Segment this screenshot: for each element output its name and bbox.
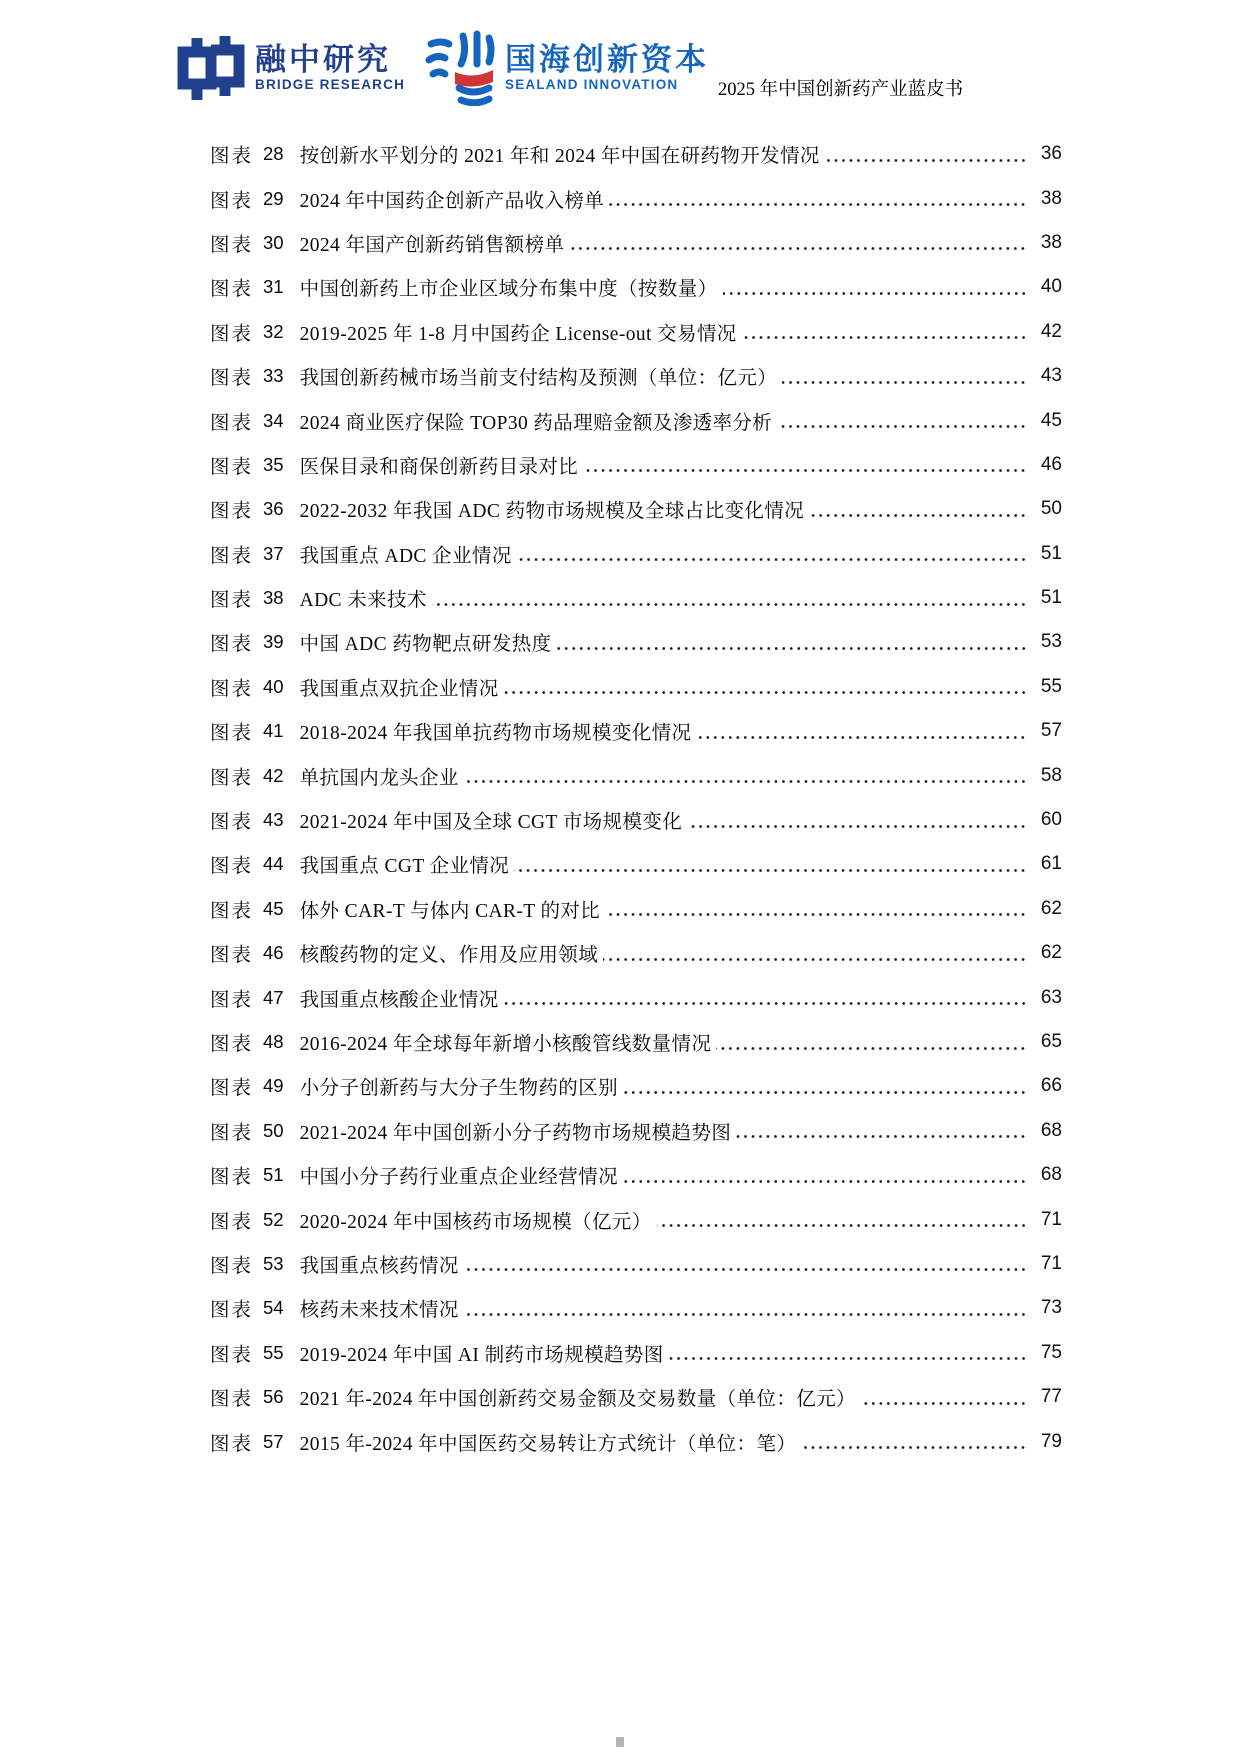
toc-entry-number: 42 [263, 764, 284, 786]
toc-entry-number: 52 [263, 1208, 284, 1230]
toc-entry[interactable] [210, 532, 1062, 576]
toc-entry[interactable] [210, 443, 1062, 487]
toc-entry-title: 中国创新药上市企业区域分布集中度（按数量） [299, 279, 718, 301]
toc-entry-title: 2021-2024 年中国创新小分子药物市场规模趋势图 [299, 1122, 732, 1144]
toc-entry-number: 54 [263, 1297, 284, 1319]
toc-entry-number: 34 [263, 409, 284, 431]
dot-leader [623, 1179, 1027, 1184]
toc-entry[interactable] [210, 176, 1062, 220]
toc-entry[interactable] [210, 931, 1062, 975]
dot-leader [605, 912, 1027, 917]
toc-entry-number: 55 [263, 1341, 284, 1363]
toc-entry-title: 我国重点双抗企业情况 [299, 678, 499, 700]
toc-entry-prefix: 图表 [210, 678, 254, 700]
toc-page-number: 58 [1040, 764, 1062, 786]
toc-page-number: 40 [1040, 276, 1062, 298]
bridge-research-logo-en: BRIDGE RESEARCH [255, 76, 406, 92]
page-footer-marker [616, 1737, 624, 1747]
toc-entry-number: 43 [263, 809, 284, 831]
toc-entry[interactable] [210, 620, 1062, 664]
toc-entry-title: 我国创新药械市场当前支付结构及预测（单位：亿元） [299, 368, 778, 390]
toc-entry-title: 体外 CAR-T 与体内 CAR-T 的对比 [299, 900, 601, 922]
dot-leader [517, 557, 1027, 562]
toc-entry[interactable] [210, 1419, 1062, 1463]
bridge-research-logo-icon [175, 32, 247, 104]
toc-page-number: 65 [1040, 1031, 1062, 1052]
toc-entry-number: 35 [263, 453, 284, 475]
toc-entry-prefix: 图表 [210, 456, 254, 478]
dot-leader [623, 1090, 1027, 1095]
dot-leader [583, 468, 1027, 473]
toc-entry[interactable] [210, 310, 1062, 354]
toc-entry-number: 51 [263, 1164, 284, 1186]
toc-entry[interactable] [210, 487, 1062, 531]
toc-entry[interactable] [210, 1375, 1062, 1419]
toc-entry-number: 56 [263, 1386, 284, 1408]
toc-entry-prefix: 图表 [210, 1389, 254, 1411]
toc-entry[interactable] [210, 1331, 1062, 1375]
toc-entry-title: 2021-2024 年中国及全球 CGT 市场规模变化 [299, 812, 683, 834]
toc-page-number: 61 [1040, 853, 1062, 875]
sealand-innovation-logo-cn: 国海创新资本 [505, 41, 709, 77]
toc-entry[interactable] [210, 709, 1062, 753]
toc-page-number: 77 [1040, 1386, 1062, 1408]
toc-entry-number: 41 [263, 720, 284, 742]
toc-entry-title: 按创新水平划分的 2021 年和 2024 年中国在研药物开发情况 [299, 146, 820, 168]
toc-entry-title: 2018-2024 年我国单抗药物市场规模变化情况 [299, 723, 692, 745]
toc-entry-title: 中国 ADC 药物靶点研发热度 [299, 634, 552, 656]
dot-leader [687, 824, 1027, 829]
toc-page-number: 57 [1040, 720, 1062, 742]
dot-leader [464, 1267, 1027, 1272]
toc-entry-title: 2015 年-2024 年中国医药交易转让方式统计（单位：笔） [299, 1433, 797, 1455]
toc-page-number: 42 [1040, 320, 1062, 342]
toc-entry-number: 44 [263, 853, 284, 875]
toc-page-number: 62 [1040, 897, 1062, 919]
toc-entry-prefix: 图表 [210, 190, 254, 212]
dot-leader [777, 424, 1027, 429]
dot-leader [464, 1312, 1027, 1317]
dot-leader [861, 1401, 1027, 1406]
toc-page-number: 38 [1040, 231, 1062, 253]
sealand-innovation-logo [423, 30, 709, 106]
toc-entry-title: 2016-2024 年全球每年新增小核酸管线数量情况 [299, 1034, 712, 1055]
dot-leader [669, 1356, 1027, 1361]
toc-entry-prefix: 图表 [210, 323, 254, 345]
toc-entry-prefix: 图表 [210, 634, 254, 656]
toc-entry-title: 2020-2024 年中国核药市场规模（亿元） [299, 1211, 652, 1233]
sealand-innovation-logo-icon [423, 30, 497, 106]
dot-leader [603, 957, 1027, 962]
toc-entry-title: 2019-2024 年中国 AI 制药市场规模趋势图 [299, 1344, 664, 1366]
toc-entry-prefix: 图表 [210, 812, 254, 834]
toc-entry-title: 医保目录和商保创新药目录对比 [299, 456, 579, 478]
toc-entry-number: 32 [263, 320, 284, 342]
toc-entry-number: 33 [263, 365, 284, 387]
toc-entry-number: 46 [263, 942, 284, 964]
toc-entry-title: 2024 商业医疗保险 TOP30 药品理赔金额及渗透率分析 [299, 412, 773, 434]
toc-entry-title: 2019-2025 年 1-8 月中国药企 License-out 交易情况 [299, 323, 737, 345]
toc-entry-title: 核酸药物的定义、作用及应用领域 [299, 945, 599, 967]
toc-page-number: 55 [1040, 675, 1062, 697]
dot-leader [504, 690, 1027, 695]
toc-entry-number: 30 [263, 231, 284, 253]
toc-entry[interactable] [210, 398, 1062, 442]
toc-entry-prefix: 图表 [210, 368, 254, 390]
dot-leader [782, 380, 1027, 385]
dot-leader [825, 158, 1027, 163]
toc-entry[interactable] [210, 1286, 1062, 1330]
page-header [175, 30, 1075, 108]
toc-entry-title: 我国重点 CGT 企业情况 [299, 856, 510, 878]
toc-page-number: 45 [1040, 409, 1062, 431]
toc-entry-prefix: 图表 [210, 767, 254, 789]
toc-entry-prefix: 图表 [210, 146, 254, 168]
dot-leader [432, 602, 1027, 607]
dot-leader [657, 1223, 1027, 1228]
toc-entry-prefix: 图表 [210, 1167, 254, 1189]
toc-entry[interactable] [210, 798, 1062, 842]
toc-entry[interactable] [210, 576, 1062, 620]
toc-entry[interactable] [210, 665, 1062, 709]
toc-entry-number: 37 [263, 542, 284, 564]
toc-entry-title: 2024 年中国药企创新产品收入榜单 [299, 190, 605, 212]
toc-entry[interactable] [210, 265, 1062, 309]
bridge-research-logo-cn: 融中研究 [255, 41, 391, 77]
toc-entry-number: 53 [263, 1252, 284, 1274]
toc-entry[interactable] [210, 975, 1062, 1019]
toc-entry-number: 39 [263, 631, 284, 653]
dot-leader [504, 1001, 1027, 1006]
dot-leader [736, 1134, 1027, 1139]
toc-entry[interactable] [210, 221, 1062, 265]
toc-entry-number: 50 [263, 1119, 284, 1141]
toc-page-number: 79 [1040, 1430, 1062, 1452]
toc-entry[interactable] [210, 354, 1062, 398]
toc-entry[interactable] [210, 1153, 1062, 1197]
toc-entry-number: 28 [263, 143, 284, 165]
toc-entry-number: 29 [263, 187, 284, 209]
toc-entry-title: 我国重点核药情况 [299, 1255, 459, 1277]
dot-leader [809, 513, 1027, 518]
toc-entry-prefix: 图表 [210, 856, 254, 878]
toc-entry[interactable] [210, 132, 1062, 176]
toc-entry[interactable] [210, 887, 1062, 931]
toc-entry-prefix: 图表 [210, 1255, 254, 1277]
toc-page-number: 63 [1040, 986, 1062, 1008]
dot-leader [609, 202, 1027, 207]
toc-page-number: 71 [1040, 1208, 1062, 1230]
toc-entry-prefix: 图表 [210, 1300, 254, 1322]
toc-entry-title: 单抗国内龙头企业 [299, 767, 459, 789]
toc-page-number: 51 [1040, 542, 1062, 564]
dot-leader [716, 1046, 1027, 1051]
dot-leader [557, 646, 1027, 651]
toc-entry-number: 38 [263, 587, 284, 609]
toc-entry-prefix: 图表 [210, 545, 254, 567]
document-title: 2025 年中国创新药产业蓝皮书 [718, 80, 964, 100]
dot-leader [514, 868, 1027, 873]
toc-entry-prefix: 图表 [210, 1122, 254, 1144]
toc-entry[interactable] [210, 1197, 1062, 1241]
toc-entry-title: 2024 年国产创新药销售额榜单 [299, 234, 565, 256]
toc-entry-title: 2021 年-2024 年中国创新药交易金额及交易数量（单位：亿元） [299, 1389, 856, 1411]
toc-entry-title: ADC 未来技术 [299, 590, 427, 612]
toc-entry-number: 40 [263, 675, 284, 697]
toc-page-number: 43 [1040, 365, 1062, 387]
toc-entry-prefix: 图表 [210, 723, 254, 745]
toc-page-number: 36 [1040, 143, 1062, 165]
toc-page-number: 73 [1040, 1297, 1062, 1319]
toc-entry-prefix: 图表 [210, 412, 254, 434]
toc-entry-number: 36 [263, 498, 284, 520]
toc-entry[interactable] [210, 1242, 1062, 1286]
toc-page-number: 66 [1040, 1075, 1062, 1097]
toc-entry-title: 2022-2032 年我国 ADC 药物市场规模及全球占比变化情况 [299, 501, 805, 523]
toc-entry-number: 45 [263, 897, 284, 919]
sealand-innovation-logo-en: SEALAND INNOVATION [505, 76, 679, 92]
toc-entry-prefix: 图表 [210, 1433, 254, 1455]
toc-entry-prefix: 图表 [210, 1211, 254, 1233]
toc-page-number: 68 [1040, 1164, 1062, 1186]
toc-page-number: 62 [1040, 942, 1062, 964]
toc-entry-prefix: 图表 [210, 1344, 254, 1366]
toc-list [210, 132, 1062, 1464]
toc-entry[interactable] [210, 1109, 1062, 1153]
toc-entry-prefix: 图表 [210, 945, 254, 967]
toc-entry-prefix: 图表 [210, 1078, 254, 1100]
toc-entry-number: 57 [263, 1430, 284, 1452]
dot-leader [723, 291, 1028, 296]
dot-leader [742, 335, 1027, 340]
toc-page-number: 38 [1040, 187, 1062, 209]
toc-page-number: 60 [1040, 809, 1062, 831]
dot-leader [569, 246, 1027, 251]
toc-page-number: 46 [1040, 453, 1062, 475]
toc-entry-prefix: 图表 [210, 590, 254, 612]
toc-entry[interactable] [210, 842, 1062, 886]
toc-page-number: 50 [1040, 498, 1062, 520]
dot-leader [696, 735, 1027, 740]
bridge-research-logo [175, 32, 405, 104]
toc-entry-prefix: 图表 [210, 989, 254, 1011]
toc-entry-number: 49 [263, 1075, 284, 1097]
toc-entry-number: 47 [263, 986, 284, 1008]
toc-entry-title: 我国重点核酸企业情况 [299, 989, 499, 1011]
toc-entry-title: 小分子创新药与大分子生物药的区别 [299, 1078, 618, 1100]
toc-page-number: 71 [1040, 1252, 1062, 1274]
toc-entry-title: 核药未来技术情况 [299, 1300, 459, 1322]
toc-page-number: 68 [1040, 1119, 1062, 1141]
toc-entry-prefix: 图表 [210, 900, 254, 922]
toc-entry-prefix: 图表 [210, 1034, 254, 1055]
toc-entry[interactable] [210, 753, 1062, 797]
toc-entry-prefix: 图表 [210, 501, 254, 523]
toc-entry-number: 31 [263, 276, 284, 298]
toc-entry[interactable] [210, 1020, 1062, 1064]
toc-entry[interactable] [210, 1064, 1062, 1108]
toc-entry-prefix: 图表 [210, 279, 254, 301]
dot-leader [464, 779, 1027, 784]
toc-entry-title: 中国小分子药行业重点企业经营情况 [299, 1167, 618, 1189]
toc-page-number: 53 [1040, 631, 1062, 653]
dot-leader [801, 1445, 1027, 1450]
toc-entry-number: 48 [263, 1031, 284, 1052]
toc-entry-prefix: 图表 [210, 234, 254, 256]
toc-page-number: 51 [1040, 587, 1062, 609]
toc-entry-title: 我国重点 ADC 企业情况 [299, 545, 512, 567]
toc-page-number: 75 [1040, 1341, 1062, 1363]
